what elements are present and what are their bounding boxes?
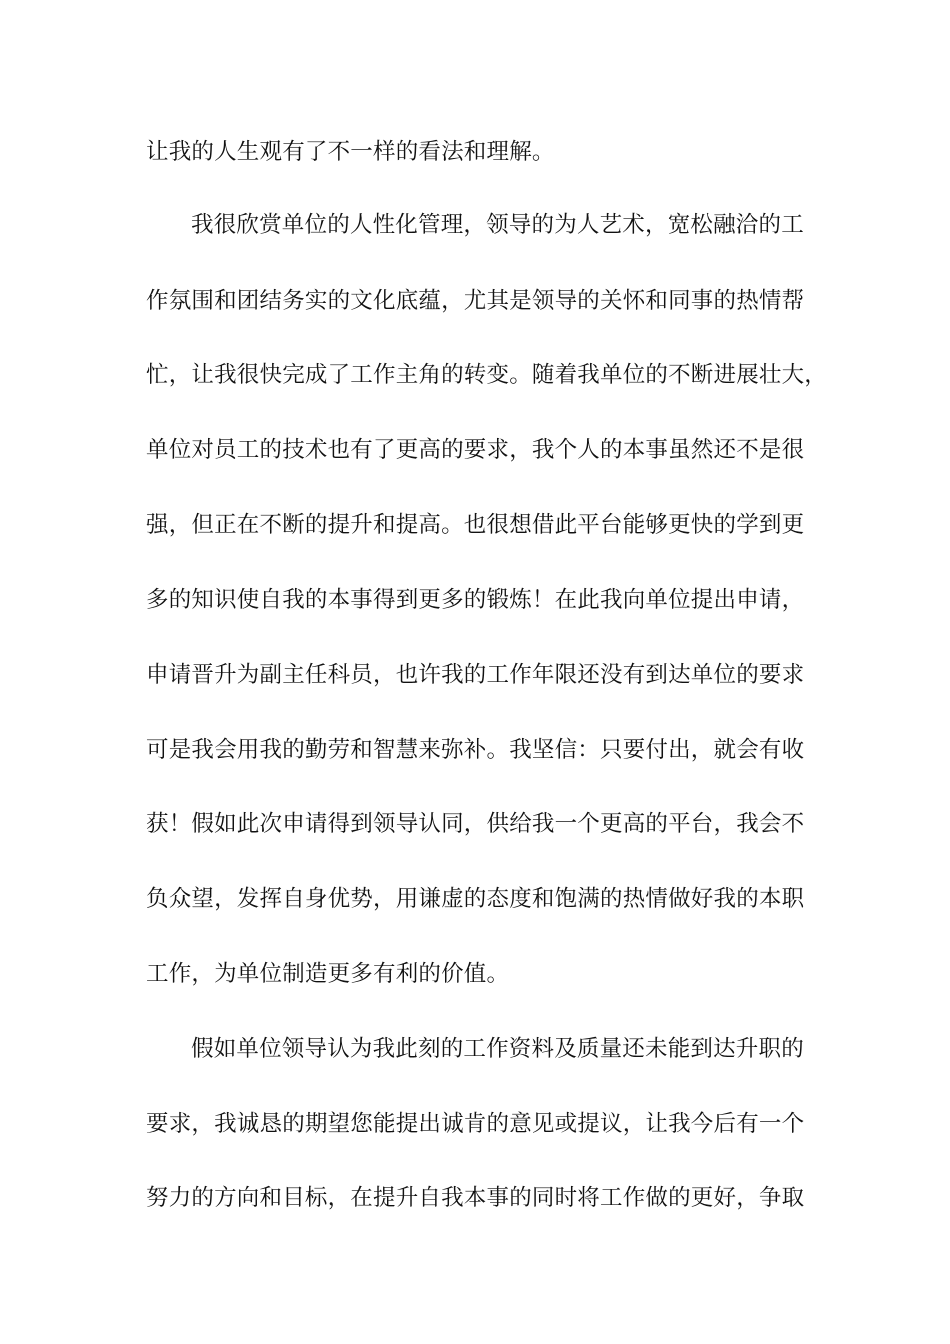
text-line: 努力的方向和目标，在提升自我本事的同时将工作做的更好，争取 <box>146 1185 805 1211</box>
text-line: 单位对员工的技术也有了更高的要求，我个人的本事虽然还不是很 <box>146 437 805 463</box>
text-line: 申请晋升为副主任科员，也许我的工作年限还没有到达单位的要求 <box>146 662 805 688</box>
text-line: 负众望，发挥自身优势，用谦虚的态度和饱满的热情做好我的本职 <box>146 886 805 912</box>
paragraph-start-line: 假如单位领导认为我此刻的工作资料及质量还未能到达升职的 <box>191 1036 804 1062</box>
text-line: 多的知识使自我的本事得到更多的锻炼！在此我向单位提出申请， <box>146 587 805 613</box>
text-line: 作氛围和团结务实的文化底蕴，尤其是领导的关怀和同事的热情帮 <box>146 288 805 314</box>
text-line: 让我的人生观有了不一样的看法和理解。 <box>146 139 555 165</box>
text-line: 工作，为单位制造更多有利的价值。 <box>146 961 510 987</box>
text-line: 获！假如此次申请得到领导认同，供给我一个更高的平台，我会不 <box>146 811 805 837</box>
text-line: 可是我会用我的勤劳和智慧来弥补。我坚信：只要付出，就会有收 <box>146 737 805 763</box>
text-line: 忙，让我很快完成了工作主角的转变。随着我单位的不断进展壮大， <box>146 362 828 388</box>
text-line: 要求，我诚恳的期望您能提出诚肯的意见或提议，让我今后有一个 <box>146 1111 805 1137</box>
paragraph-start-line: 我很欣赏单位的人性化管理，领导的为人艺术，宽松融洽的工 <box>191 212 804 238</box>
text-line: 强，但正在不断的提升和提高。也很想借此平台能够更快的学到更 <box>146 512 805 538</box>
